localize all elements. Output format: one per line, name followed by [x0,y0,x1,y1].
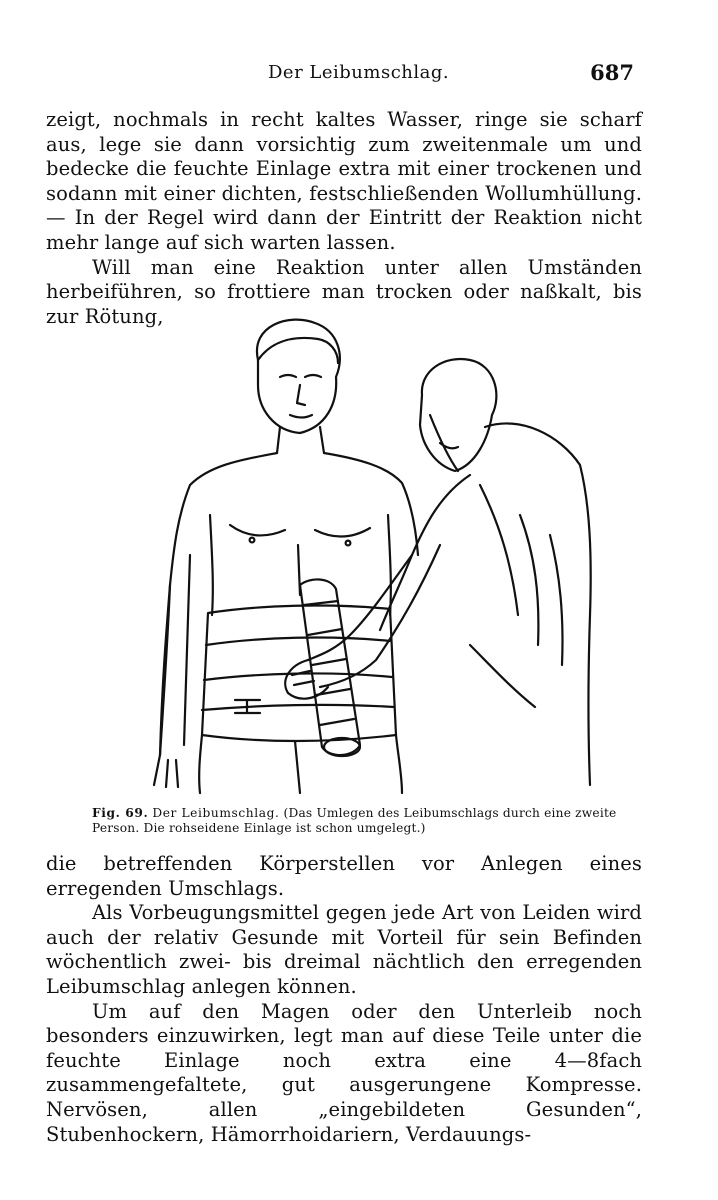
leibumschlag-illustration [140,315,592,795]
paragraph: die betreffenden Körperstellen vor Anlegen eines erregenden Umschlags. [46,852,642,900]
paragraph: Will man eine Reaktion unter allen Umständen herbeiführen, so frottiere man trocken oder naßkalt, bis zur Rötung, [46,255,642,328]
paragraph: Als Vorbeugungsmittel gegen jede Art von Leiden wird auch der relativ Gesunde mit Vorteil für sein Befinden wöchentlich zwei- bis dreimal nächtlich den erregenden Leibumschlag anlegen können. [46,901,642,998]
text-block-bottom [46,852,642,1147]
running-head [0,62,718,88]
figure-illustration [140,315,592,795]
figure-description: (Das Umlegen des Leibumschlags durch eine zweite Person. Die rohseidene Einlage ist schon umgelegt.) [92,806,617,835]
figure-caption [92,806,622,836]
paragraph: Um auf den Magen oder den Unterleib noch besonders einzuwirken, legt man auf diese Teile unter die feuchte Einlage noch extra eine 4—8fach zusammengefaltete, gut ausgerungene Kompresse. Nervösen, allen „eingebildeten Gesunden“, Stubenhockern, Hämorrhoidariern, Verdauungs- [46,999,642,1146]
text-block-top [46,108,642,329]
figure-label: Fig. 69. [92,806,149,820]
figure-title: Der Leibumschlag. [152,806,280,820]
running-title: Der Leibumschlag. [268,62,450,83]
page-number: 687 [590,60,634,85]
paragraph: zeigt, nochmals in recht kaltes Wasser, ringe sie scharf aus, lege sie dann vorsichtig zum zweitenmale um und bedecke die feuchte Einlage extra mit einer trockenen und sodann mit einer dichten, festschließenden Wollumhüllung. — In der Regel wird dann der Eintritt der Reaktion nicht mehr lange auf sich warten lassen. [46,108,642,254]
